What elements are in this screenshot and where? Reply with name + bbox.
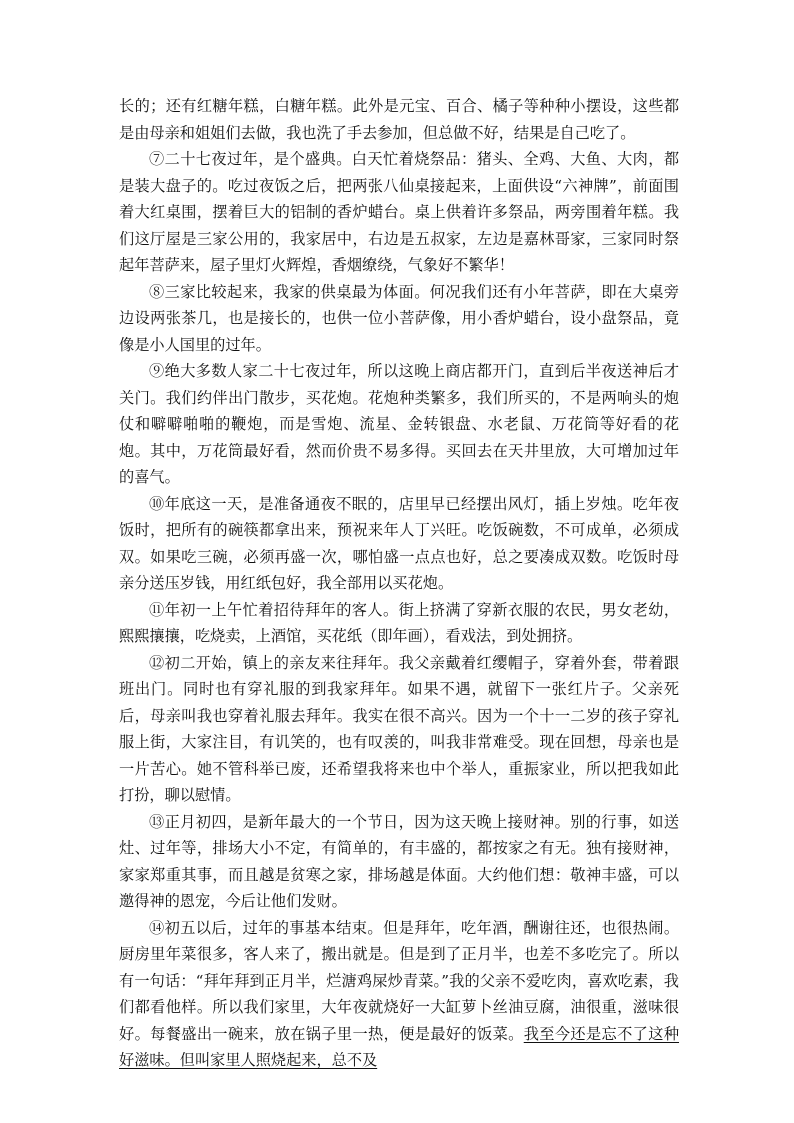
paragraph-8: ⑧三家比较起来，我家的供桌最为体面。何况我们还有小年菩萨，即在大桌旁边设两张茶几，也是接长的，也供一位小菩萨像，用小香炉蜡台，设小盘祭品，竟像是小人国里的过年。 [119,282,679,354]
paragraph-10: ⑩年底这一天，是准备通夜不眠的，店里早已经摆出风灯，插上岁烛。吃年夜饭时，把所有的碗筷都拿出来，预祝来年人丁兴旺。吃饭碗数，不可成单，必须成双。如果吃三碗，必须再盛一次，哪怕盛一点点也好，总之要凑成双数。吃饭时母亲分送压岁钱，用红纸包好，我全部用以买花炮。 [119,494,679,592]
paragraph-14-text: ⑭初五以后，过年的事基本结束。但是拜年，吃年酒，酬谢往还，也很热闹。厨房里年菜很多，客人来了，搬出就是。但是到了正月半，也差不多吃完了。所以有一句话：“拜年拜到正月半，烂溏鸡屎炒青菜。”我的父亲不爱吃肉，喜欢吃素，我们都看他样。所以我们家里，大年夜就烧好一大缸萝卜丝油豆腐，油很重，滋味很好。每餐盛出一碗来，放在锅子里一热，便是最好的饭菜。 [119,918,679,1043]
paragraph-11: ⑪年初一上午忙着招待拜年的客人。街上挤满了穿新衣服的农民，男女老幼，熙熙攘攘，吃烧卖，上酒馆，买花纸（即年画），看戏法，到处拥挤。 [119,600,679,645]
paragraph-14 [119,915,679,1074]
paragraph-continuation: 长的；还有红糖年糕，白糖年糕。此外是元宝、百合、橘子等种种小摆设，这些都是由母亲和姐姐们去做，我也洗了手去参加，但总做不好，结果是自己吃了。 [119,97,679,142]
paragraph-7: ⑦二十七夜过年，是个盛典。白天忙着烧祭品：猪头、全鸡、大鱼、大肉，都是装大盘子的。吃过夜饭之后，把两张八仙桌接起来，上面供设“六神牌”，前面围着大红桌围，摆着巨大的铝制的香炉蜡台。桌上供着许多祭品，两旁围着年糕。我们这厅屋是三家公用的，我家居中，右边是五叔家，左边是嘉林哥家，三家同时祭起年菩萨来，屋子里灯火辉煌，香烟缭绕，气象好不繁华！ [119,150,679,274]
underlined-sentence: 我至今还是忘不了这种好滋味。但叫家里人照烧起来，总不及 [119,1024,680,1069]
paragraph-13: ⑬正月初四，是新年最大的一个节日，因为这天晚上接财神。别的行事，如送灶、过年等，排场大小不定，有简单的，有丰盛的，都按家之有无。独有接财神，家家郑重其事，而且越是贫寒之家，排场越是体面。大约他们想：敬神丰盛，可以邀得神的恩宠，今后让他们发财。 [119,812,679,910]
paragraph-12: ⑫初二开始，镇上的亲友来往拜年。我父亲戴着红缨帽子，穿着外套，带着跟班出门。同时也有穿礼服的到我家拜年。如果不遇，就留下一张红片子。父亲死后，母亲叫我也穿着礼服去拜年。我实在很不高兴。因为一个十一二岁的孩子穿礼服上街，大家注目，有讥笑的，也有叹羡的，叫我非常难受。现在回想，母亲也是一片苦心。她不管科举已废，还希望我将来也中个举人，重振家业，所以把我如此打扮，聊以慰情。 [119,653,679,804]
document-page [119,93,679,1074]
paragraph-9: ⑨绝大多数人家二十七夜过年，所以这晚上商店都开门，直到后半夜送神后才关门。我们约伴出门散步，买花炮。花炮种类繁多，我们所买的，不是两响头的炮仗和噼噼啪啪的鞭炮，而是雪炮、流星、金转银盘、水老鼠、万花筒等好看的花炮。其中，万花筒最好看，然而价贵不易多得。买回去在天井里放，大可增加过年的喜气。 [119,362,679,486]
